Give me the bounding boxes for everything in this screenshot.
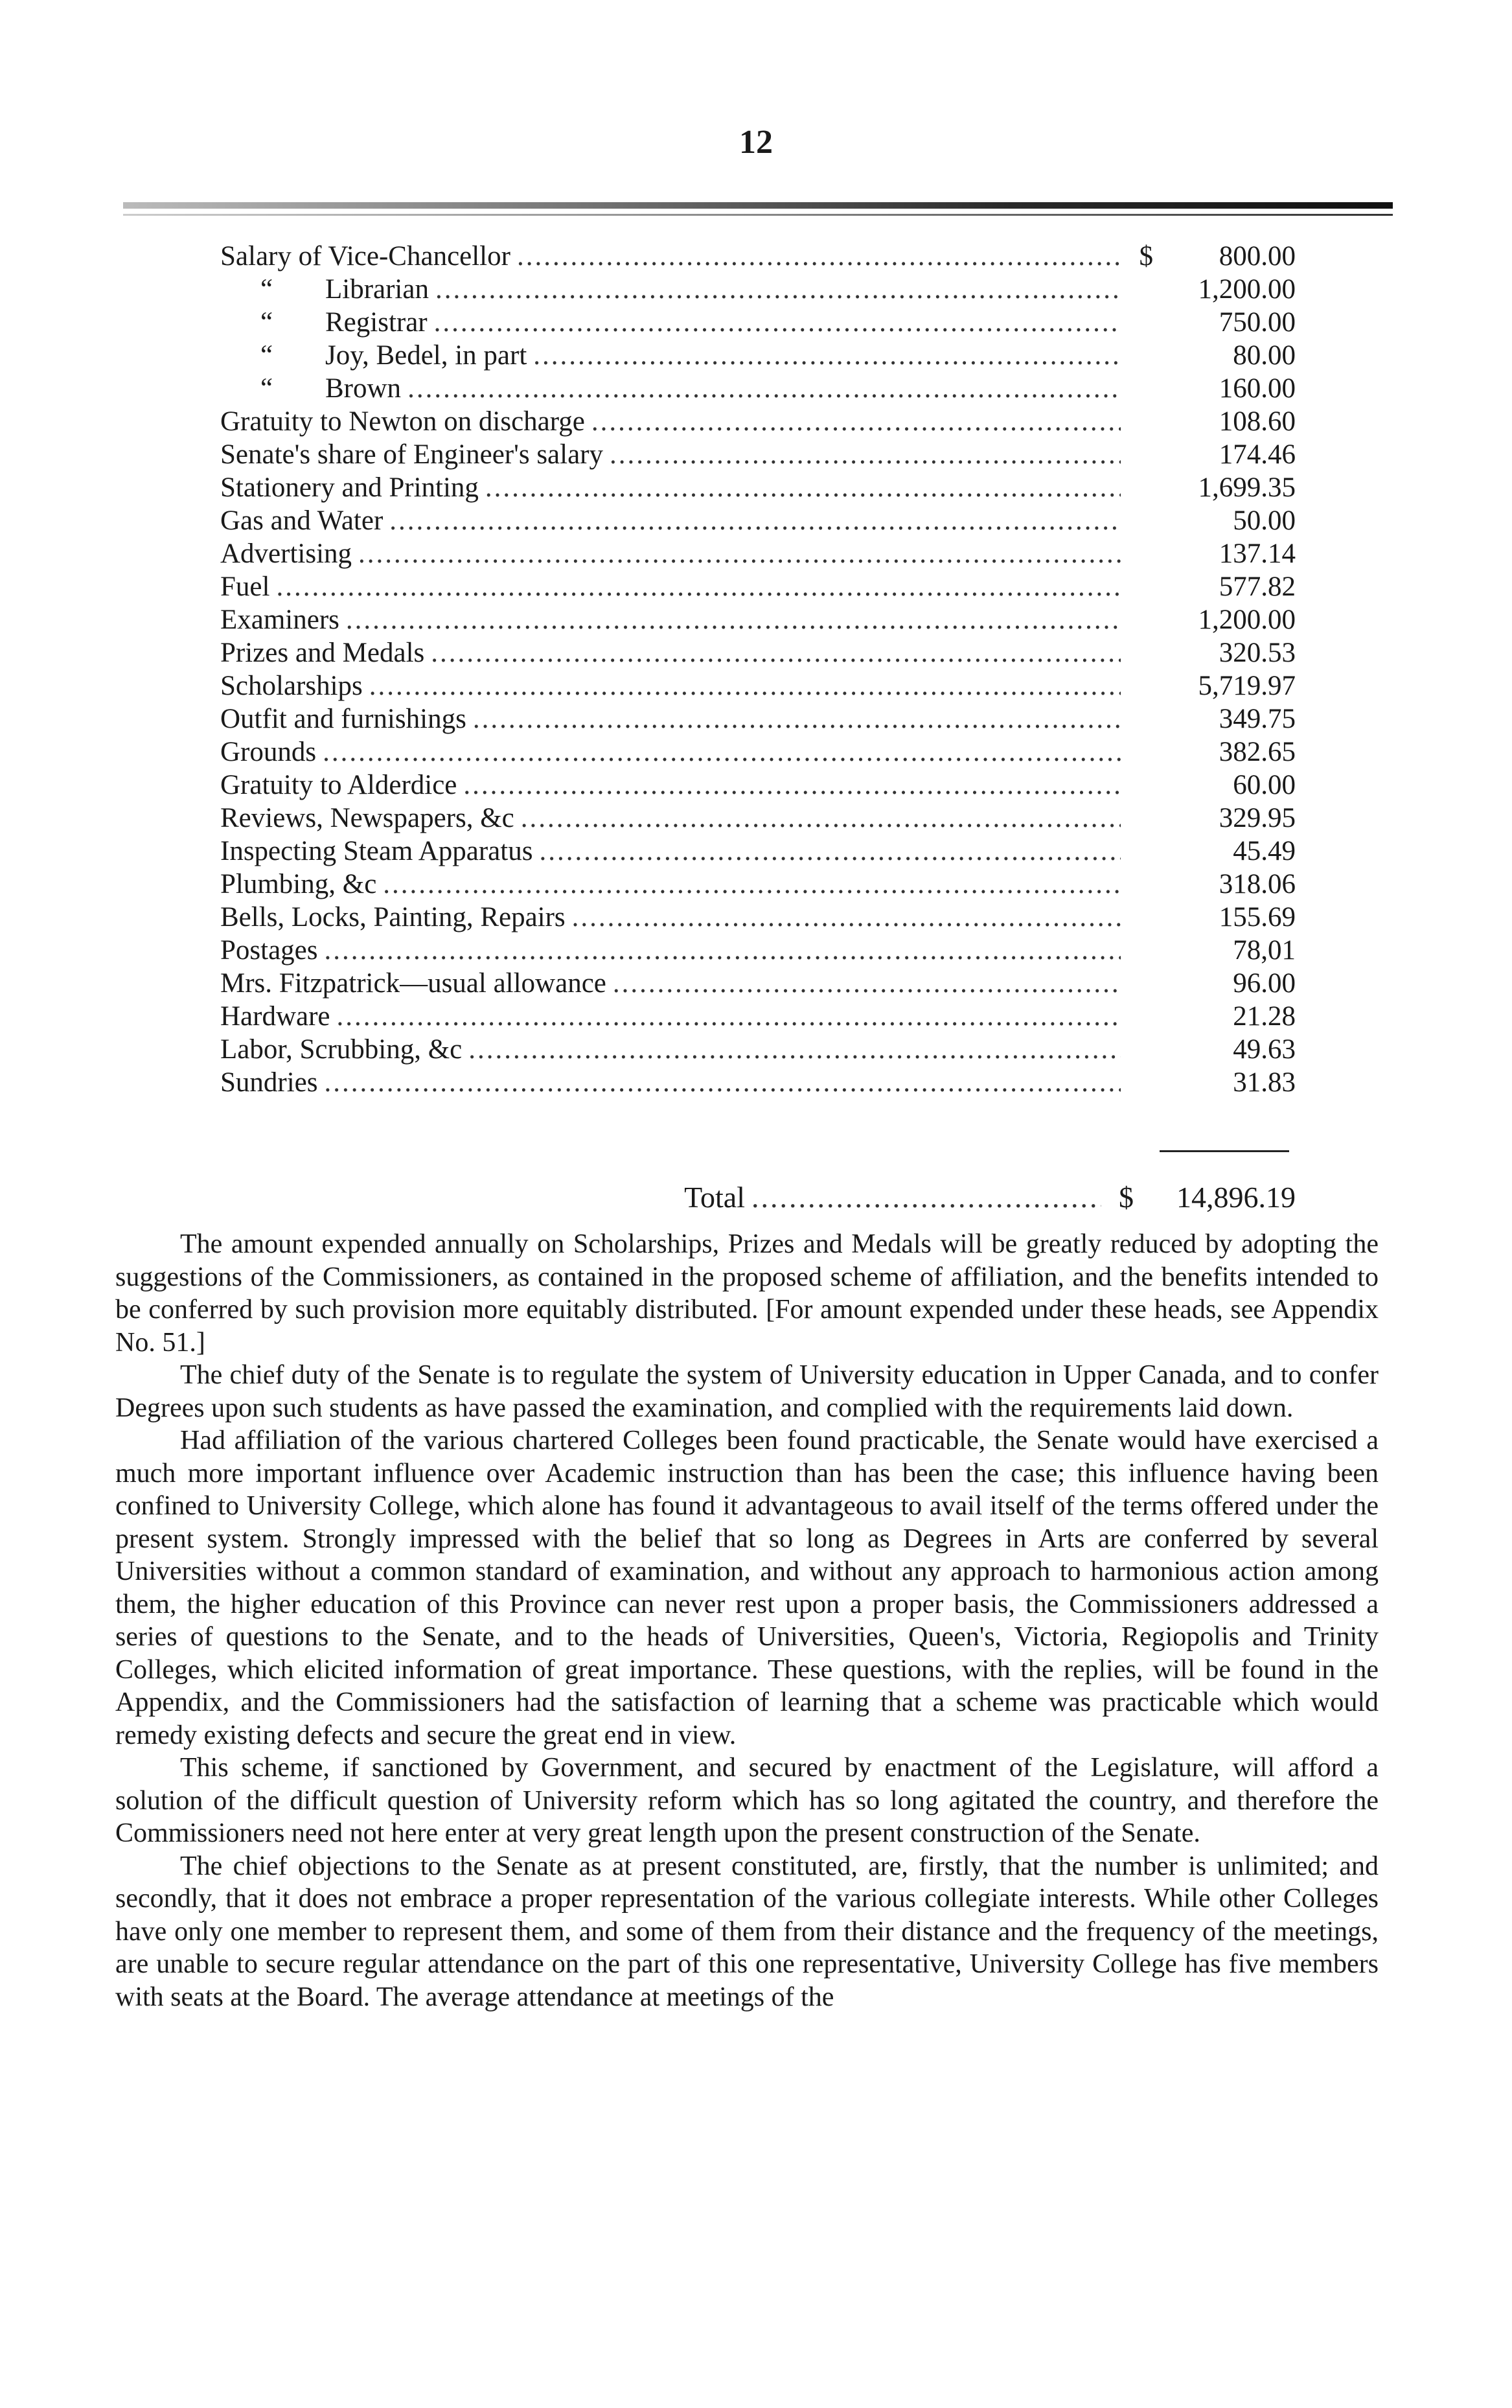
ledger-item-text: Labor, Scrubbing, &c (220, 1034, 463, 1065)
ledger-item-text: Hardware (220, 1001, 330, 1032)
ledger-item-amount: 137.14 (1219, 538, 1296, 569)
ledger-item-text: Prizes and Medals (220, 638, 425, 668)
ledger-item-label (220, 405, 585, 438)
ledger-item-text: Fuel (220, 572, 270, 602)
ledger-item-text: Senate's share of Engineer's salary (220, 439, 603, 470)
ledger-item-text: Stationery and Printing (220, 472, 479, 503)
ledger-row (220, 273, 1296, 306)
ledger-row (220, 802, 1296, 835)
ledger-item-label (220, 240, 510, 273)
paragraph: This scheme, if sanctioned by Government, and secured by enactment of the Legislature, will afford a solution of the difficult question of University reform which has so long agitated the country, and therefore the Commissioners need not here enter at very great length upon the present construction of the Senate. (115, 1753, 1379, 1848)
ditto-mark: “ (260, 373, 273, 404)
leader-dots (323, 735, 1121, 769)
ledger-row (220, 1033, 1296, 1066)
ledger-item-text: Salary of Vice-Chancellor (220, 241, 510, 272)
ledger-item-amount: 45.49 (1233, 836, 1296, 866)
ledger-item-text: Gratuity to Newton on discharge (220, 406, 585, 437)
ledger-item-label (220, 835, 533, 868)
leader-dots (610, 438, 1121, 471)
ledger-row (220, 240, 1296, 273)
ledger-item-text: Postages (220, 935, 318, 966)
ledger-item-label (220, 273, 429, 306)
ledger-item-text: Registrar (325, 307, 428, 338)
ledger-item-label (220, 868, 376, 901)
ledger-row (220, 636, 1296, 669)
ledger-row (220, 967, 1296, 1000)
leader-dots (572, 901, 1121, 934)
ledger-row (220, 306, 1296, 339)
ledger-item-label (220, 1066, 318, 1099)
ledger-item-amount: 349.75 (1219, 704, 1296, 734)
expense-ledger (220, 240, 1296, 1099)
ledger-item-text: Mrs. Fitzpatrick—usual allowance (220, 968, 606, 999)
ledger-item-text: Sundries (220, 1067, 318, 1098)
ledger-item-text: Advertising (220, 538, 352, 569)
leader-dots (473, 702, 1121, 735)
ledger-item-amount: 108.60 (1219, 406, 1296, 437)
ledger-item-amount: 318.06 (1219, 869, 1296, 899)
ledger-item-label (220, 1033, 462, 1066)
ledger-item-label (220, 636, 424, 669)
ledger-item-amount: 80.00 (1233, 340, 1296, 371)
ledger-row (220, 1000, 1296, 1033)
ledger-item-amount: 78,01 (1233, 935, 1296, 966)
ledger-item-text: Examiners (220, 605, 339, 635)
total-amount: 14,896.19 (1176, 1181, 1296, 1214)
ledger-row (220, 702, 1296, 735)
ledger-row (220, 504, 1296, 537)
ledger-row (220, 1066, 1296, 1099)
leader-dots (358, 537, 1121, 570)
ledger-row (220, 537, 1296, 570)
leader-dots (346, 603, 1121, 636)
ledger-item-amount: 750.00 (1219, 307, 1296, 338)
total-currency: $ (1119, 1181, 1134, 1214)
ledger-item-amount: 1,200.00 (1198, 605, 1296, 635)
ledger-item-label (220, 967, 606, 1000)
leader-dots (383, 868, 1121, 901)
currency-symbol: $ (1139, 241, 1153, 272)
ledger-item-text: Joy, Bedel, in part (325, 340, 527, 371)
ledger-item-label (220, 438, 603, 471)
ledger-item-text: Gas and Water (220, 505, 384, 536)
paragraph: The amount expended annually on Scholarships, Prizes and Medals will be greatly reduced by adopting the suggestions of the Commissioners, as contained in the proposed scheme of affiliation, and the benefits intended to be conferred by such provision more equitably distributed. [For amount expended under these heads, see Appendix No. 51.] (115, 1229, 1379, 1358)
leader-dots (533, 339, 1121, 372)
ledger-row (220, 901, 1296, 934)
ledger-item-label (220, 306, 428, 339)
leader-dots (539, 835, 1121, 868)
leader-dots (325, 934, 1121, 967)
leader-dots (463, 769, 1121, 802)
leader-dots (485, 471, 1121, 504)
ledger-row (220, 735, 1296, 769)
ledger-item-label (220, 504, 383, 537)
ledger-item-amount: 60.00 (1233, 770, 1296, 800)
ledger-item-label (220, 669, 363, 702)
ledger-item-label (220, 735, 316, 769)
ledger-item-text: Bells, Locks, Painting, Repairs (220, 902, 566, 932)
ledger-row (220, 603, 1296, 636)
ledger-item-label (220, 471, 479, 504)
ledger-item-amount: 31.83 (1233, 1067, 1296, 1098)
ledger-item-text: Librarian (325, 274, 429, 305)
ledger-row (220, 438, 1296, 471)
ledger-item-text: Gratuity to Alderdice (220, 770, 457, 800)
ledger-row (220, 471, 1296, 504)
leader-dots (591, 405, 1121, 438)
paragraph: The chief objections to the Senate as at present constituted, are, firstly, that the number is unlimited; and secondly, that it does not embrace a proper representation of the various collegiate interests. While other Colleges have only one member to represent them, and some of them from their distance and the frequency of the meetings, are unable to secure regular attendance on the part of this one representative, University College has five members with seats at the Board. The average attendance at meetings of the (115, 1851, 1379, 2012)
ledger-item-amount: 320.53 (1219, 638, 1296, 668)
ledger-item-text: Plumbing, &c (220, 869, 377, 899)
ledger-item-amount: 96.00 (1233, 968, 1296, 999)
ledger-item-amount: 5,719.97 (1198, 671, 1296, 701)
ledger-item-label (220, 570, 269, 603)
ledger-row (220, 868, 1296, 901)
total-label: Total (684, 1181, 745, 1214)
leader-dots (751, 1179, 1101, 1216)
ledger-item-label (220, 339, 527, 372)
ledger-item-label (220, 802, 514, 835)
body-text (115, 1228, 1379, 2013)
total-row (583, 1179, 1296, 1216)
ditto-mark: “ (260, 307, 273, 338)
ledger-item-text: Brown (325, 373, 402, 404)
ledger-item-text: Scholarships (220, 671, 363, 701)
ditto-mark: “ (260, 274, 273, 305)
ledger-item-amount: 160.00 (1219, 373, 1296, 404)
leader-dots (468, 1033, 1121, 1066)
header-rule (123, 202, 1393, 209)
ledger-item-text: Grounds (220, 737, 317, 767)
ledger-item-text: Inspecting Steam Apparatus (220, 836, 533, 866)
ledger-item-text: Outfit and furnishings (220, 704, 466, 734)
ledger-row (220, 405, 1296, 438)
leader-dots (521, 802, 1121, 835)
ledger-row (220, 570, 1296, 603)
leader-dots (325, 1066, 1121, 1099)
leader-dots (431, 636, 1121, 669)
ledger-item-label (220, 901, 566, 934)
leader-dots (337, 1000, 1121, 1033)
ledger-item-label (220, 769, 457, 802)
ledger-item-amount: 50.00 (1233, 505, 1296, 536)
ledger-item-amount: 577.82 (1219, 572, 1296, 602)
sum-line (1160, 1150, 1289, 1152)
ledger-item-amount: 1,200.00 (1198, 274, 1296, 305)
header-rule-thin (123, 214, 1393, 216)
leader-dots (613, 967, 1121, 1000)
ledger-row (220, 769, 1296, 802)
ledger-row (220, 372, 1296, 405)
ledger-item-label (220, 934, 318, 967)
leader-dots (389, 504, 1121, 537)
leader-dots (407, 372, 1121, 405)
ledger-item-amount: 800.00 (1219, 241, 1296, 272)
ledger-item-amount: 1,699.35 (1198, 472, 1296, 503)
ledger-row (220, 835, 1296, 868)
ledger-row (220, 669, 1296, 702)
leader-dots (434, 306, 1121, 339)
ledger-row (220, 339, 1296, 372)
leader-dots (517, 240, 1121, 273)
ledger-item-amount: 21.28 (1233, 1001, 1296, 1032)
page-number: 12 (739, 124, 773, 161)
paragraph: The chief duty of the Senate is to regulate the system of University education in Upper Canada, and to confer Degrees upon such students as have passed the examination, and complied with the requirements laid down. (115, 1360, 1379, 1423)
ledger-item-amount: 155.69 (1219, 902, 1296, 932)
ledger-item-text: Reviews, Newspapers, &c (220, 803, 514, 833)
leader-dots (369, 669, 1121, 702)
ledger-item-amount: 49.63 (1233, 1034, 1296, 1065)
ditto-mark: “ (260, 340, 273, 371)
ledger-row (220, 934, 1296, 967)
leader-dots (276, 570, 1121, 603)
ledger-item-amount: 329.95 (1219, 803, 1296, 833)
ledger-item-amount: 382.65 (1219, 737, 1296, 767)
ledger-item-label (220, 537, 352, 570)
ledger-item-label (220, 603, 339, 636)
ledger-item-label (220, 1000, 330, 1033)
ledger-item-label (220, 702, 466, 735)
leader-dots (435, 273, 1121, 306)
paragraph: Had affiliation of the various chartered Colleges been found practicable, the Senate would have exercised a much more important influence over Academic instruction than has been the case; this influence having been confined to University College, which alone has found it advantageous to avail itself of the terms offered under the present system. Strongly impressed with the belief that so long as Degrees in Arts are conferred by several Universities without a common standard of examination, and without any approach to harmonious action among them, the higher education of this Province can never rest upon a proper basis, the Commissioners addressed a series of questions to the Senate, and to the heads of Universities, Queen's, Victoria, Regiopolis and Trinity Colleges, which elicited information of great importance. These questions, with the replies, will be found in the Appendix, and the Commissioners had the satisfaction of learning that a scheme was practicable which would remedy existing defects and secure the great end in view. (115, 1426, 1379, 1750)
ledger-item-label (220, 372, 401, 405)
ledger-item-amount: 174.46 (1219, 439, 1296, 470)
